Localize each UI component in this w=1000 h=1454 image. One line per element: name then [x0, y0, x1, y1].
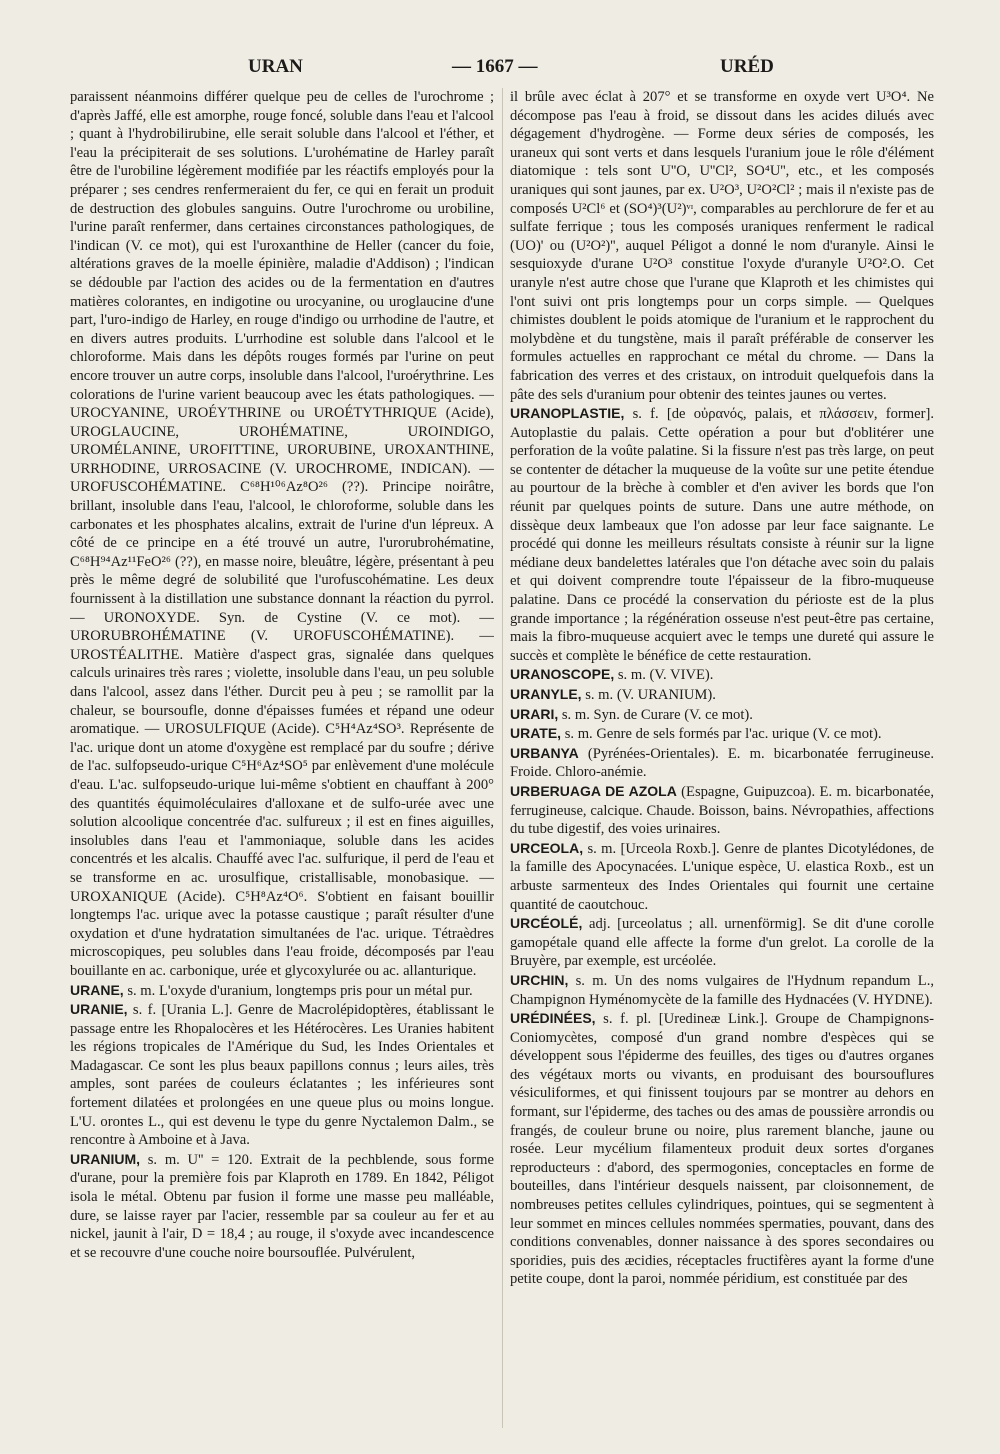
entry-text: paraissent néanmoins différer quelque peu de celles de l'urochrome ; d'après Jaffé, elle est amorphe, rouge foncé, soluble dans l'eau et l'alcool ; quant à l'hydrobilirubine, elle serait soluble dans l'alcool et l'éther, et l'eau la précipiterait de ses solutions. L'urohématine de Harley paraît être de l'urobiline légèrement modifiée par les réactifs employés pour la préparer ; ses cendres renfermeraient du fer, ce qui en ferait un produit de destruction des globules sanguins. Outre l'urochrome ou urobiline, l'urine paraît renfermer, dans certaines circonstances pathologiques, de l'indican (V. ce mot), qui est l'uroxanthine de Heller (cancer du foie, altérations graves de la moelle épinière, maladie d'Addison) ; l'indican se dédouble par l'action des acides ou de la fermentation en d'autres matières colorantes, en indigotine ou urocyanine, ou uroglaucine d'une part, l'uro-indigo de Harley, en rouge d'indigo ou urrhodine de l'autre, et en divers autres produits. L'urrhodine est soluble dans l'alcool et le chloroforme. Mais dans les dépôts rouges formés par l'urine on peut encore trouver un autre corps, insoluble dans l'alcool, l'uroérythrine. Les colorations de l'urine varient beaucoup avec les états pathologiques. — UROCYANINE, UROÉYTHRINE ou UROÉTYTHRIQUE (Acide), UROGLAUCINE, UROHÉMATINE, UROINDIGO, UROMÉLANINE, UROFITTINE, URORUBINE, UROXANTHINE, URRHODINE, URROSACINE (V. UROCHROME, INDICAN). — UROFUSCOHÉMATINE. C⁶⁸H¹⁰⁶Az⁸O²⁶ (??). Principe noirâtre, brillant, insoluble dans l'eau, l'alcool, le chloroforme, soluble dans les carbonates et les phosphates alcalins, extrait de l'urine d'un lépreux. A côté de ce principe en a été trouvé un autre, l'urorubrohématine, C⁶⁸H⁹⁴Az¹¹FeO²⁶ (??), en masse noire, bleuâtre, légère, présentant à peu près le même degré de solubilité que l'urofuscohématine. Les deux fournissent à la distillation une substance donnant la réaction du pyrrol. — URONOXYDE. Syn. de Cystine (V. ce mot). — URORUBROHÉMATINE (V. UROFUSCOHÉMATINE). — UROSTÉALITHE. Matière d'aspect gras, signalée dans quelques calculs urinaires très rares ; violette, insoluble dans l'eau, un peu soluble dans l'alcool, assez dans l'éther. Durcit peu à peu ; se ramollit par la chaleur, se boursoufle, donne d'épaisses fumées et répand une odeur aromatique. — UROSULFIQUE (Acide). C⁵H⁴Az⁴SO³. Représente de l'ac. urique dont un atome d'oxygène est remplacé par du soufre ; dérive de l'ac. sulfopseudo-urique C⁵H⁶Az⁴SO⁵ par enlèvement d'une molécule d'eau. L'ac. sulfopseudo-urique lui-même s'obtient en chauffant à 200° des quantités équimoléculaires d'alloxane et de sulfo-urée avec une solution alcoolique concentrée d'ac. sulfureux ; il est en fines aiguilles, insolubles dans l'eau et l'ammoniaque, soluble dans les acides concentrés et les alcalis. Chauffé avec l'ac. sulfurique, il perd de l'eau et se transforme en ac. urosulfique, cristallisable, monobasique. — UROXANIQUE (Acide). C⁵H⁸Az⁴O⁶. S'obtient en faisant bouillir longtemps l'ac. urique avec la potasse caustique ; paraît résulter d'une oxydation et d'une hydratation simultanées de l'ac. urique. Tétraèdres microscopiques, peu solubles dans l'eau froide, décomposés par l'eau bouillante en ac. carbonique, urée et glycoxylurée ou ac. allanturique. — [70, 89, 494, 979]
entry-text: s. m. Syn. de Curare (V. ce mot). — [558, 706, 753, 723]
dictionary-entry — [510, 404, 934, 665]
dictionary-entry — [510, 744, 934, 782]
entry-text: s. m. Genre de sels formés par l'ac. urique (V. ce mot). — [561, 726, 882, 743]
entry-headword: URANOSCOPE, — [510, 666, 615, 683]
entry-headword: URANYLE, — [510, 686, 582, 702]
entry-text: s. f. [Urania L.]. Genre de Macrolépidoptères, établissant le passage entre les Rhopalocères et les Hétérocères. Les Uranies habitent les régions tropicales de l'Amérique du Sud, les Indes Orientales et Madagascar. Ce sont les plus beaux papillons connus ; leurs ailes, très amples, sont parées de couleurs éclatantes ; les inférieures sont fortement dilatées et prolongées en une queue plus ou moins longue. L'U. orontes L., qui est devenu le type du genre Nyctalemon Dalm., se rencontre à Amboine et à Java. — [70, 1002, 494, 1149]
entry-headword: URBANYA — [510, 744, 579, 761]
entry-headword: URANOPLASTIE, — [510, 405, 625, 422]
dictionary-entry — [510, 839, 934, 914]
entry-text: adj. [urceolatus ; all. urnenförmig]. Se dit d'une corolle gamopétale quand elle affecte la forme d'un grelot. La corolle de la Bruyère, par exemple, est urcéolée. — [510, 916, 934, 970]
entry-text: s. m. (V. VIVE). — [614, 667, 714, 684]
dictionary-entry — [510, 665, 934, 685]
running-head — [0, 56, 1000, 84]
dictionary-entry — [510, 685, 934, 705]
entry-headword: URBERUAGA DE AZOLA — [510, 782, 677, 799]
dictionary-entry — [510, 782, 934, 839]
dictionary-entry — [70, 1150, 494, 1263]
column-divider — [502, 88, 503, 1428]
header-left-word: URAN — [248, 56, 303, 77]
dictionary-entry — [70, 1000, 494, 1150]
dictionary-entry — [510, 971, 934, 1009]
left-column — [70, 88, 494, 1428]
entry-headword: URCHIN, — [510, 971, 569, 988]
entry-text: s. m. L'oxyde d'uranium, longtemps pris pour un métal pur. — [123, 982, 473, 999]
entry-text: (Pyrénées-Orientales). E. m. bicarbonatée ferrugineuse. Froide. Chloro-anémie. — [510, 745, 934, 781]
entry-text: s. f. [de οὐρανός, palais, et πλάσσειν, former]. Autoplastie du palais. Cette opération a pour but d'oblitérer une perforation de la voûte palatine. Si la fissure n'est pas très large, on peut se contenter de détacher la muqueuse de la voûte sur une petite étendue au pourtour de la brèche à combler et d'en aviver les bords que l'on réunit par quelques points de suture. Dans une autre méthode, on dissèque deux lambeaux que l'on adosse par leur face saignante. Le procédé qui donne les meilleurs résultats consiste à réunir sur la ligne médiane deux bandelettes latérales que l'on détache avec soin du palais et qui doivent comprendre toute l'épaisseur de la fibro-muqueuse palatine. Dans ce procédé la conservation du périoste est de la plus grande importance ; la régénération osseuse n'est peut-être pas certaine, mais la fibro-muqueuse acquiert avec le temps une dureté qui assure le succès et complète le bénéfice de cette restauration. — [510, 406, 934, 664]
entry-headword: URANIUM, — [70, 1150, 140, 1167]
entry-headword: URCÉOLÉ, — [510, 915, 583, 932]
right-column — [510, 88, 934, 1428]
entry-text: s. m. U'' = 120. Extrait de la pechblende, sous forme d'urane, pour la première fois par Klaproth en 1789. En 1842, Péligot isola le métal. Obtenu par fusion il forme une masse peu malléable, dure, se laisse rayer par l'acier, ressemble par sa couleur au fer et au nickel, jaunit à l'air, D = 18,4 ; au rouge, il s'oxyde avec incandescence et se recouvre d'une couche noire boursouflée. Pulvérulent, — [70, 1151, 494, 1261]
entry-text: s. f. pl. [Uredineæ Link.]. Groupe de Champignons-Coniomycètes, composé d'un grand nombre d'espèces qui se développent sous l'épiderme des feuilles, des tiges ou d'autres organes des végétaux morts ou vivants, en produisant des boursouflures vésiculiformes, et qui finissent toujours par se montrer au dehors en formant, sur l'épiderme, des taches ou des amas de poussière arrondis ou frangés, de couleur brune ou noire, plus rarement blanche, jaune ou rosée. Leur mycélium filamenteux produit deux sortes d'organes reproducteurs : d'abord, des spermogonies, conceptacles en forme de bouteilles, dans l'intérieur desquels naissent, par cloisonnement, de nombreuses petites cellules cylindriques, pointues, qui se segmentent à leur sommet en minces cellules nommées spermaties, pouvant, dans des conditions convenables, donner naissance à des spores secondaires ou sporidies, puis des æcidies, réceptacles fructifères ayant la forme d'une petite coupe, dont la paroi, nommée péridium, est constituée par des — [510, 1011, 934, 1288]
page-number: — 1667 — — [452, 56, 538, 77]
entry-text: s. m. (V. URANIUM). — [581, 687, 716, 703]
entry-headword: URÉDINÉES, — [510, 1010, 596, 1027]
entry-text: il brûle avec éclat à 207° et se transforme en oxyde vert U³O⁴. Ne décompose pas l'eau à froid, se dissout dans les acides dilués avec dégagement d'hydrogène. — Forme deux séries de composés, les uraneux qui sont verts et dans lesquels l'uranium joue le rôle d'élément diatomique : tels sont U''O, U''Cl², SO⁴U'', etc., et les composés uraniques qui sont jaunes, par ex. U²O³, U²O²Cl² ; mais il n'existe pas de composés U²Cl⁶ et (SO⁴)³(U²)ᵛᶦ, comparables au perchlorure de fer et au sulfate ferrique ; tous les composés uraniques renferment le radical (UO)' ou (U²O²)'', auquel Péligot a donné le nom d'uranyle. Ainsi le sesquioxyde d'urane U²O³ constitue l'oxyde d'uranyle U²O².O. Cet uranyle n'est autre chose que l'urane que Klaproth et les chimistes qui l'ont suivi ont pris longtemps pour un corps simple. — Quelques chimistes doublent le poids atomique de l'uranium et le rapprochent du molybdène et du tungstène, mais il paraît préférable de conserver les formules actuelles en rapprochant ce métal du chrome. — Dans la fabrication des verres et des cristaux, on introduit quelquefois dans la pâte des sels d'uranium pour obtenir des teintes jaunes ou vertes. — [510, 89, 934, 403]
entry-continuation — [510, 88, 934, 404]
entry-headword: URCEOLA, — [510, 839, 584, 856]
entry-text: (Espagne, Guipuzcoa). E. m. bicarbonatée, ferrugineuse, calcique. Chaude. Boisson, bains. Névropathies, affections du tube digestif, des voies urinaires. — [510, 783, 934, 838]
entry-continuation — [70, 88, 494, 981]
entry-text: s. m. [Urceola Roxb.]. Genre de plantes Dicotylédones, de la famille des Apocynacées. L'unique espèce, U. elastica Roxb., est un arbuste sarmenteux des Indes Orientales qui fournit une certaine quantité de caoutchouc. — [510, 840, 934, 913]
entry-headword: URANE, — [70, 981, 124, 998]
dictionary-entry — [510, 1009, 934, 1289]
entry-text: s. m. Un des noms vulgaires de l'Hydnum repandum L., Champignon Hyménomycète de la famille des Hydnacées (V. HYDNE). — [510, 972, 934, 1008]
entry-headword: URATE, — [510, 725, 562, 742]
dictionary-entry — [510, 724, 934, 744]
entry-headword: URARI, — [510, 705, 559, 722]
dictionary-entry — [510, 705, 934, 725]
dictionary-entry — [510, 914, 934, 971]
dictionary-entry — [70, 981, 494, 1001]
entry-headword: URANIE, — [70, 1001, 128, 1018]
header-right-word: URÉD — [720, 56, 774, 77]
text-columns — [70, 88, 934, 1428]
